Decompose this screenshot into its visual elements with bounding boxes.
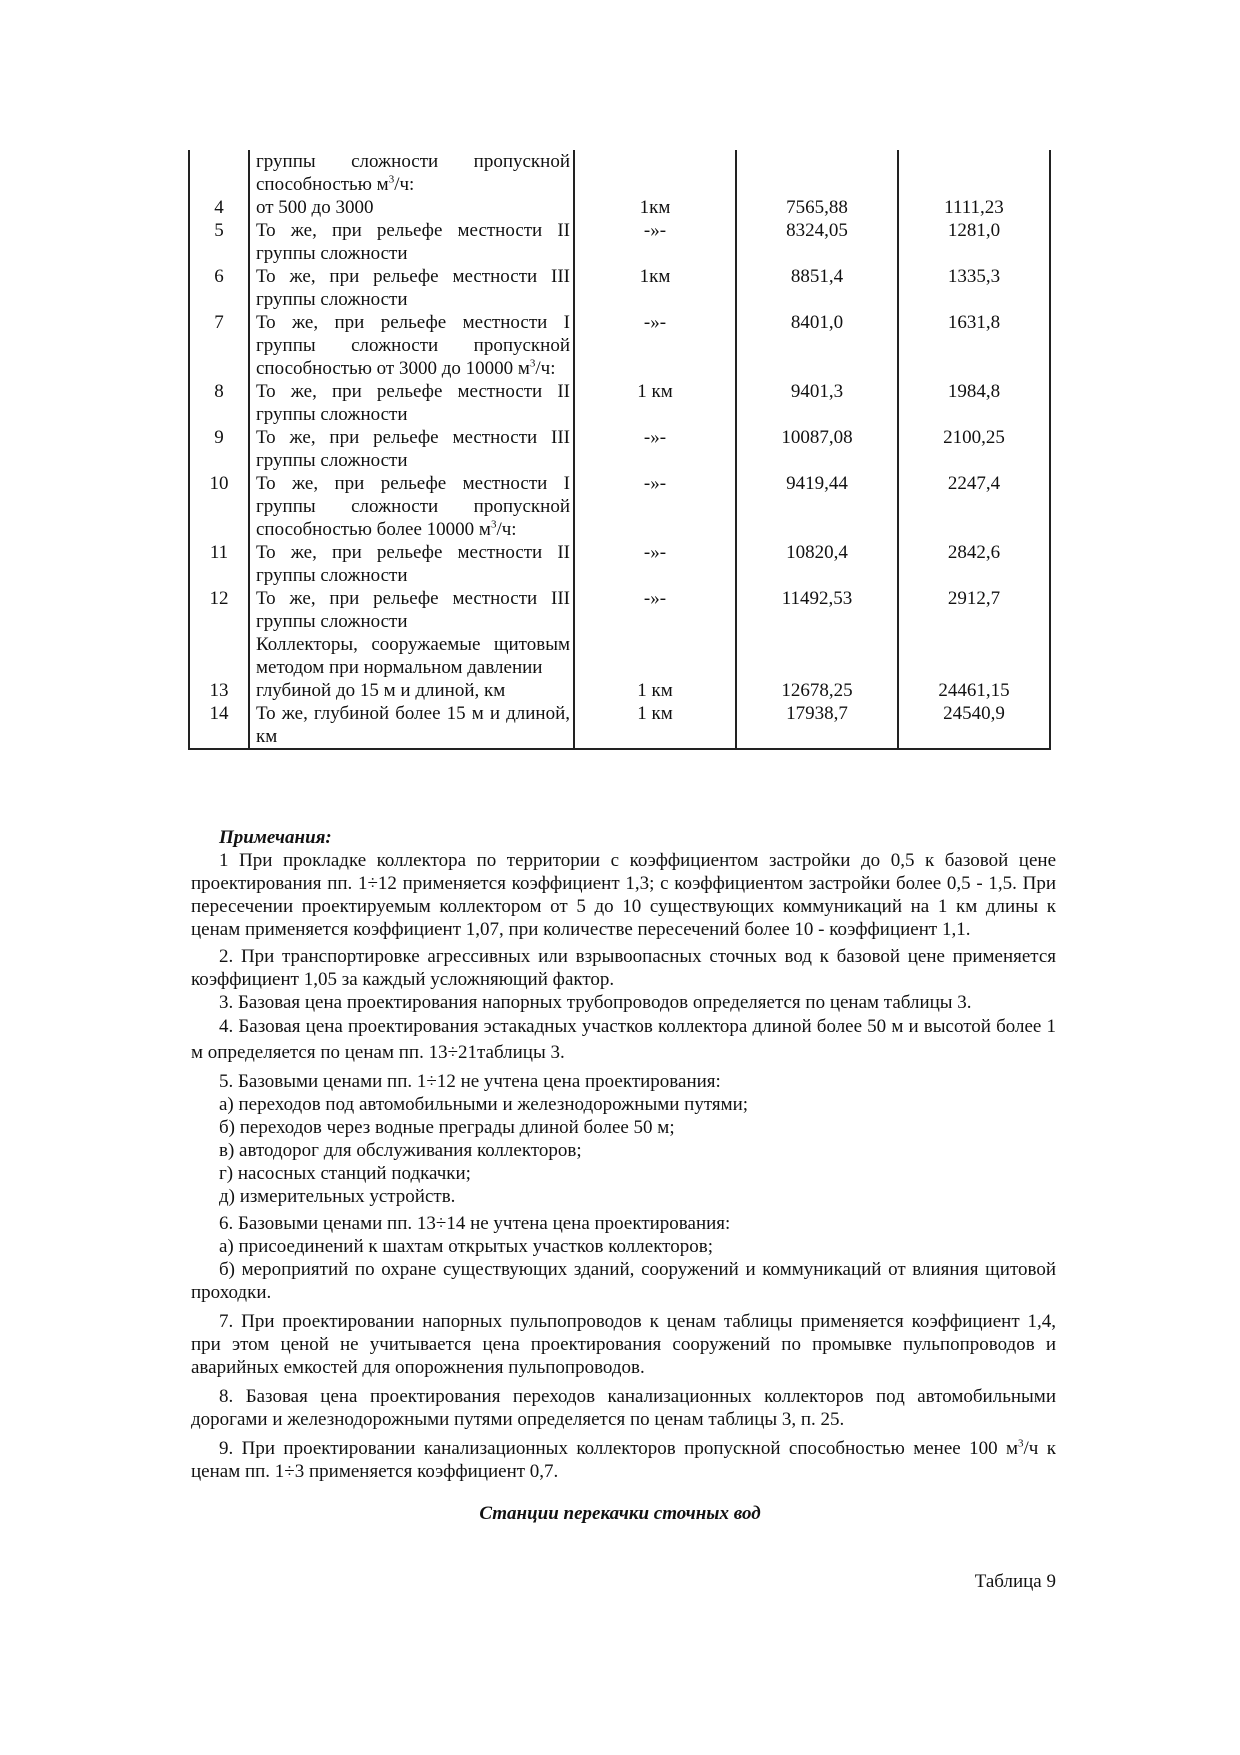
row-unit: -»- [574, 219, 736, 265]
table-row [189, 702, 1050, 749]
table-row [189, 219, 1050, 265]
row-description [249, 196, 574, 219]
price-table-grid [188, 150, 1051, 750]
table-row [189, 380, 1050, 426]
row-unit: -»- [574, 426, 736, 472]
table-label: Таблица 9 [974, 1571, 1056, 1592]
row-description [249, 679, 574, 702]
description-tail: /ч: [496, 519, 517, 540]
note-8: 8. Базовая цена проектирования переходов канализационных коллекторов под автомобильными дорогами и железнодорожными путями определяется по ценам таблицы 3, п. 25. [191, 1386, 1056, 1430]
row-unit: 1 км [574, 679, 736, 702]
row-description [249, 426, 574, 472]
table-row [189, 426, 1050, 472]
row-price-2 [898, 150, 1050, 196]
row-unit: -»- [574, 541, 736, 587]
description-text: То же, глубиной более 15 м и длиной, км [256, 703, 570, 747]
description-text: То же, при рельефе местности I группы сложности пропускной способностью более 10000 м [256, 473, 570, 540]
row-price-2: 1111,23 [898, 196, 1050, 219]
description-text: То же, при рельефе местности I группы сложности пропускной способностью от 3000 до 10000 м [256, 312, 570, 379]
description-text: То же, при рельефе местности III группы сложности [256, 427, 570, 471]
description-text: То же, при рельефе местности II группы сложности [256, 381, 570, 425]
notes-heading: Примечания: [219, 827, 332, 848]
note-2: 2. При транспортировке агрессивных или взрывоопасных сточных вод к базовой цене применяется коэффициент 1,05 за каждый усложняющий фактор. [191, 946, 1056, 990]
row-price-2: 24461,15 [898, 679, 1050, 702]
table-row [189, 150, 1050, 196]
row-price-1: 7565,88 [736, 196, 898, 219]
row-price-2: 2247,4 [898, 472, 1050, 541]
row-price-2: 1984,8 [898, 380, 1050, 426]
description-text: То же, при рельефе местности III группы сложности [256, 266, 570, 310]
row-unit [574, 633, 736, 679]
description-text: Коллекторы, сооружаемые щитовым методом при нормальном давлении [256, 634, 570, 678]
row-unit: 1км [574, 265, 736, 311]
note-5b: б) переходов через водные преграды длиной более 50 м; [219, 1117, 675, 1138]
row-price-1: 9419,44 [736, 472, 898, 541]
description-superscript: 3 [388, 173, 395, 186]
row-price-2: 1281,0 [898, 219, 1050, 265]
price-table [188, 150, 1049, 750]
row-unit: 1км [574, 196, 736, 219]
row-price-2: 2912,7 [898, 587, 1050, 633]
row-unit: -»- [574, 587, 736, 633]
row-price-1: 10820,4 [736, 541, 898, 587]
note-9-text: 9. При проектировании канализационных коллекторов пропускной способностью менее 100 м [219, 1438, 1019, 1459]
table-row [189, 541, 1050, 587]
description-text: группы сложности пропускной способностью м [256, 151, 570, 195]
row-price-1: 9401,3 [736, 380, 898, 426]
row-description [249, 380, 574, 426]
row-number: 6 [189, 265, 249, 311]
note-6: 6. Базовыми ценами пп. 13÷14 не учтена цена проектирования: [219, 1213, 731, 1234]
row-description [249, 311, 574, 380]
row-unit: 1 км [574, 380, 736, 426]
row-number: 9 [189, 426, 249, 472]
row-unit: -»- [574, 311, 736, 380]
note-5a: а) переходов под автомобильными и железнодорожными путями; [219, 1094, 749, 1115]
row-description [249, 472, 574, 541]
row-number [189, 633, 249, 679]
description-text: То же, при рельефе местности II группы сложности [256, 542, 570, 586]
row-number: 11 [189, 541, 249, 587]
table-row [189, 311, 1050, 380]
row-number: 4 [189, 196, 249, 219]
description-superscript: 3 [490, 518, 497, 531]
description-superscript: 3 [529, 357, 536, 370]
row-price-1: 10087,08 [736, 426, 898, 472]
row-number: 5 [189, 219, 249, 265]
table-row [189, 265, 1050, 311]
row-price-1 [736, 150, 898, 196]
description-tail: /ч: [394, 174, 415, 195]
row-number: 10 [189, 472, 249, 541]
row-price-2: 1335,3 [898, 265, 1050, 311]
row-number: 7 [189, 311, 249, 380]
row-price-1: 8324,05 [736, 219, 898, 265]
description-tail: /ч: [535, 358, 556, 379]
row-unit [574, 150, 736, 196]
row-price-2: 2100,25 [898, 426, 1050, 472]
description-text: То же, при рельефе местности III группы сложности [256, 588, 570, 632]
notes-block [191, 826, 1056, 1483]
row-price-1: 17938,7 [736, 702, 898, 749]
note-5c: в) автодорог для обслуживания коллекторов; [219, 1140, 582, 1161]
row-price-1: 11492,53 [736, 587, 898, 633]
row-description [249, 702, 574, 749]
note-5d: г) насосных станций подкачки; [219, 1163, 471, 1184]
note-7: 7. При проектировании напорных пульпопроводов к ценам таблицы применяется коэффициент 1,4, при этом ценой не учитывается цена проектирования сооружений по промывке пульпопроводов и аварийных емкостей для опорожнения пульпопроводов. [191, 1311, 1056, 1378]
row-price-2: 2842,6 [898, 541, 1050, 587]
row-number [189, 150, 249, 196]
table-row [189, 633, 1050, 679]
row-price-2: 1631,8 [898, 311, 1050, 380]
row-description [249, 265, 574, 311]
table-row [189, 679, 1050, 702]
row-description [249, 587, 574, 633]
note-1: 1 При прокладке коллектора по территории с коэффициентом застройки до 0,5 к базовой цене проектирования пп. 1÷12 применяется коэффициент 1,3; с коэффициентом застройки более 0,5 - 1,5. При пересечении проектируемым коллектором от 5 до 10 существующих коммуникаций на 1 км длины к ценам применяется коэффициент 1,07, при количестве пересечений более 10 - коэффициент 1,1. [191, 850, 1056, 940]
row-price-2 [898, 633, 1050, 679]
note-4: 4. Базовая цена проектирования эстакадных участков коллектора длиной более 50 м и высотой более 1 м определяется по ценам пп. 13÷21таблицы 3. [191, 1016, 1056, 1063]
row-description [249, 150, 574, 196]
description-text: от 500 до 3000 [256, 197, 374, 218]
note-5e: д) измерительных устройств. [219, 1186, 456, 1207]
note-9-tail: /ч к ценам пп. 1÷3 применяется коэффициент 0,7. [191, 1438, 1056, 1482]
table-row [189, 472, 1050, 541]
note-6b: б) мероприятий по охране существующих зданий, сооружений и коммуникаций от влияния щитовой проходки. [191, 1259, 1056, 1303]
description-text: То же, при рельефе местности II группы сложности [256, 220, 570, 264]
section-title: Станции перекачки сточных вод [479, 1503, 761, 1524]
row-unit: 1 км [574, 702, 736, 749]
row-description [249, 633, 574, 679]
row-description [249, 541, 574, 587]
description-text: глубиной до 15 м и длиной, км [256, 680, 506, 701]
row-description [249, 219, 574, 265]
row-price-2: 24540,9 [898, 702, 1050, 749]
table-body [189, 150, 1050, 749]
table-row [189, 196, 1050, 219]
row-number: 13 [189, 679, 249, 702]
note-3: 3. Базовая цена проектирования напорных трубопроводов определяется по ценам таблицы 3. [219, 992, 972, 1013]
row-price-1: 8851,4 [736, 265, 898, 311]
row-number: 12 [189, 587, 249, 633]
table-row [189, 587, 1050, 633]
note-9-sup: 3 [1018, 1437, 1024, 1450]
row-number: 8 [189, 380, 249, 426]
row-price-1: 12678,25 [736, 679, 898, 702]
row-price-1 [736, 633, 898, 679]
note-9 [191, 1437, 1056, 1483]
note-5: 5. Базовыми ценами пп. 1÷12 не учтена цена проектирования: [219, 1071, 721, 1092]
row-number: 14 [189, 702, 249, 749]
row-price-1: 8401,0 [736, 311, 898, 380]
note-6a: а) присоединений к шахтам открытых участков коллекторов; [219, 1236, 713, 1257]
row-unit: -»- [574, 472, 736, 541]
